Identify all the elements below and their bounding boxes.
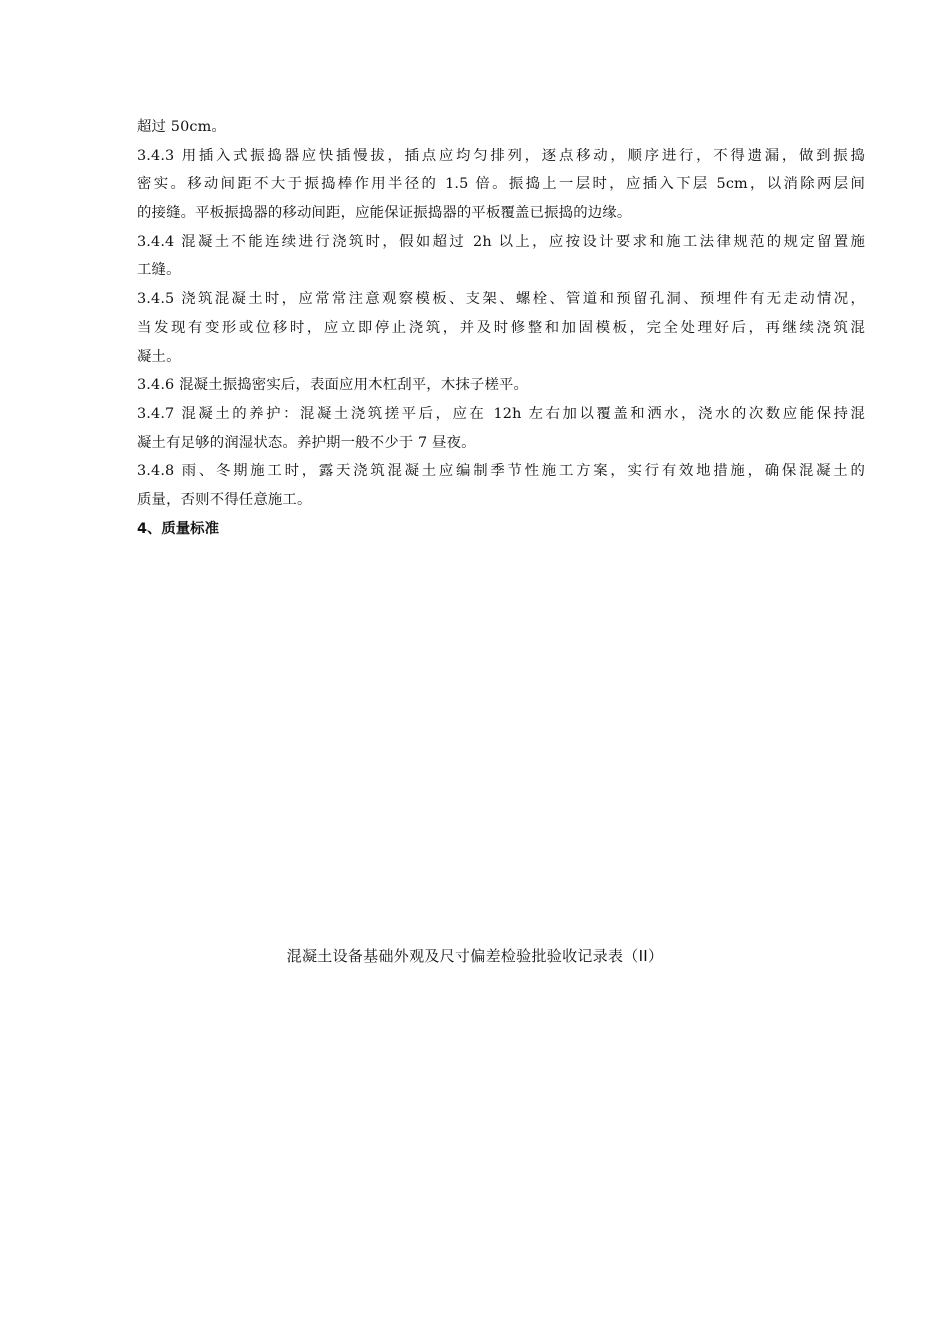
table-title: 混凝土设备基础外观及尺寸偏差检验批验收记录表（II） [286,947,664,965]
text-line: 超过 50cm。 [137,119,226,135]
text-line: 质量，否则不得任意施工。 [137,491,312,508]
text-line: 3.4.3 用插入式振捣器应快插慢拔，插点应均匀排列，逐点移动，顺序进行，不得遗漏，做到振捣 [137,147,865,164]
text-line: 3.4.7 混凝土的养护：混凝土浇筑搓平后，应在 12h 左右加以覆盖和洒水，浇水的次数应能保持混 [137,405,865,422]
body-text [137,113,865,543]
text-line: 的接缝。平板振捣器的移动间距，应能保证振捣器的平板覆盖已振捣的边缘。 [137,205,632,222]
text-line: 工缝。 [137,262,181,279]
text-line: 3.4.6 混凝土振捣密实后，表面应用木杠刮平，木抹子槎平。 [137,377,529,394]
text-line: 3.4.5 浇筑混凝土时，应常常注意观察模板、支架、螺栓、管道和预留孔洞、预埋件有无走动情况， [137,291,865,308]
text-line: 凝土。 [137,348,181,365]
text-line: 凝土有足够的润湿状态。养护期一般不少于 7 昼夜。 [137,434,476,451]
section-heading: 4、质量标准 [137,520,219,537]
text-line: 3.4.4 混凝土不能连续进行浇筑时，假如超过 2h 以上，应按设计要求和施工法律规范的规定留置施 [137,233,865,250]
text-line: 3.4.8 雨、冬期施工时，露天浇筑混凝土应编制季节性施工方案，实行有效地措施，确保混凝土的 [137,463,865,480]
text-line: 密实。移动间距不大于振捣棒作用半径的 1.5 倍。振捣上一层时，应插入下层 5cm，以消除两层间 [137,176,865,193]
text-line: 当发现有变形或位移时，应立即停止浇筑，并及时修整和加固模板，完全处理好后，再继续浇筑混 [137,319,865,336]
